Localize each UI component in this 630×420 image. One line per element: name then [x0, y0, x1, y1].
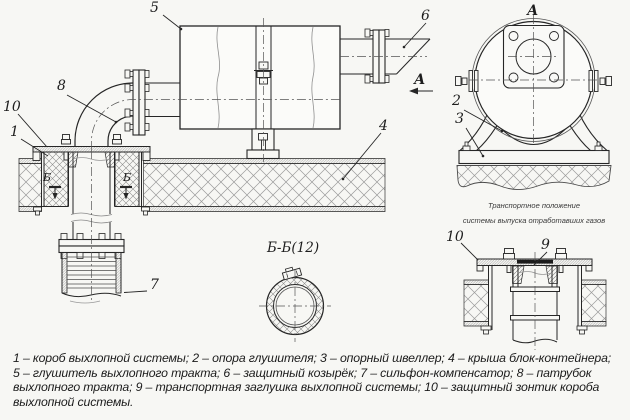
- legend-line-1: 1 – короб выхлопной системы; 2 – опора глушителя; 3 – опорный швеллер; 4 – крыша блок-контейнера;: [13, 351, 612, 365]
- callout-8: 8: [57, 78, 66, 94]
- section-bb-title: Б-Б(12): [267, 240, 320, 256]
- umbrella-plate-detail: [477, 249, 592, 273]
- section-mark-b-left: Б: [43, 171, 52, 184]
- callout-10-main: 10: [3, 99, 21, 115]
- caption-line-2: системы выпуска отработавших газов: [462, 216, 606, 225]
- callout-4: 4: [379, 118, 388, 134]
- callout-9: 9: [541, 237, 550, 253]
- legend-line-3: выхлопного тракта; 9 – транспортная заглушка выхлопной системы; 10 – защитный зонтик короба: [13, 380, 600, 395]
- callout-10-detail: 10: [446, 229, 464, 245]
- callout-5: 5: [150, 0, 159, 16]
- elbow-pipe: [75, 83, 133, 147]
- clamp-ear-right: [589, 71, 612, 92]
- main-view: [18, 15, 433, 303]
- callout-6: 6: [421, 8, 430, 24]
- legend-line-2: 5 – глушитель выхлопного тракта; 6 – защитный козырёк; 7 – сильфон-компенсатор; 8 – патрубок: [13, 365, 592, 380]
- box-walls-detail: [481, 266, 587, 335]
- callout-3: 3: [455, 111, 464, 127]
- callout-1: 1: [10, 124, 19, 140]
- roof-panel-side: [457, 166, 611, 190]
- section-bb-view: [259, 265, 331, 342]
- muffler-support-leg: [247, 129, 279, 159]
- section-mark-b-right: Б: [123, 171, 132, 184]
- legend-line-4: выхлопной системы.: [13, 394, 134, 409]
- side-view-a: [456, 15, 612, 190]
- inlet-flange: [125, 70, 180, 135]
- clamp-ear-left: [456, 71, 479, 92]
- side-view-title-a: А: [527, 3, 539, 19]
- view-arrow-a: [409, 88, 433, 95]
- muffler-body: [180, 26, 340, 159]
- view-arrow-label-a: А: [414, 72, 426, 88]
- callout-2: 2: [452, 93, 461, 109]
- parts-legend: [13, 351, 625, 409]
- callout-7: 7: [150, 277, 159, 293]
- transport-detail-view: [461, 243, 606, 350]
- caption-line-1: Транспортное положение: [488, 201, 580, 210]
